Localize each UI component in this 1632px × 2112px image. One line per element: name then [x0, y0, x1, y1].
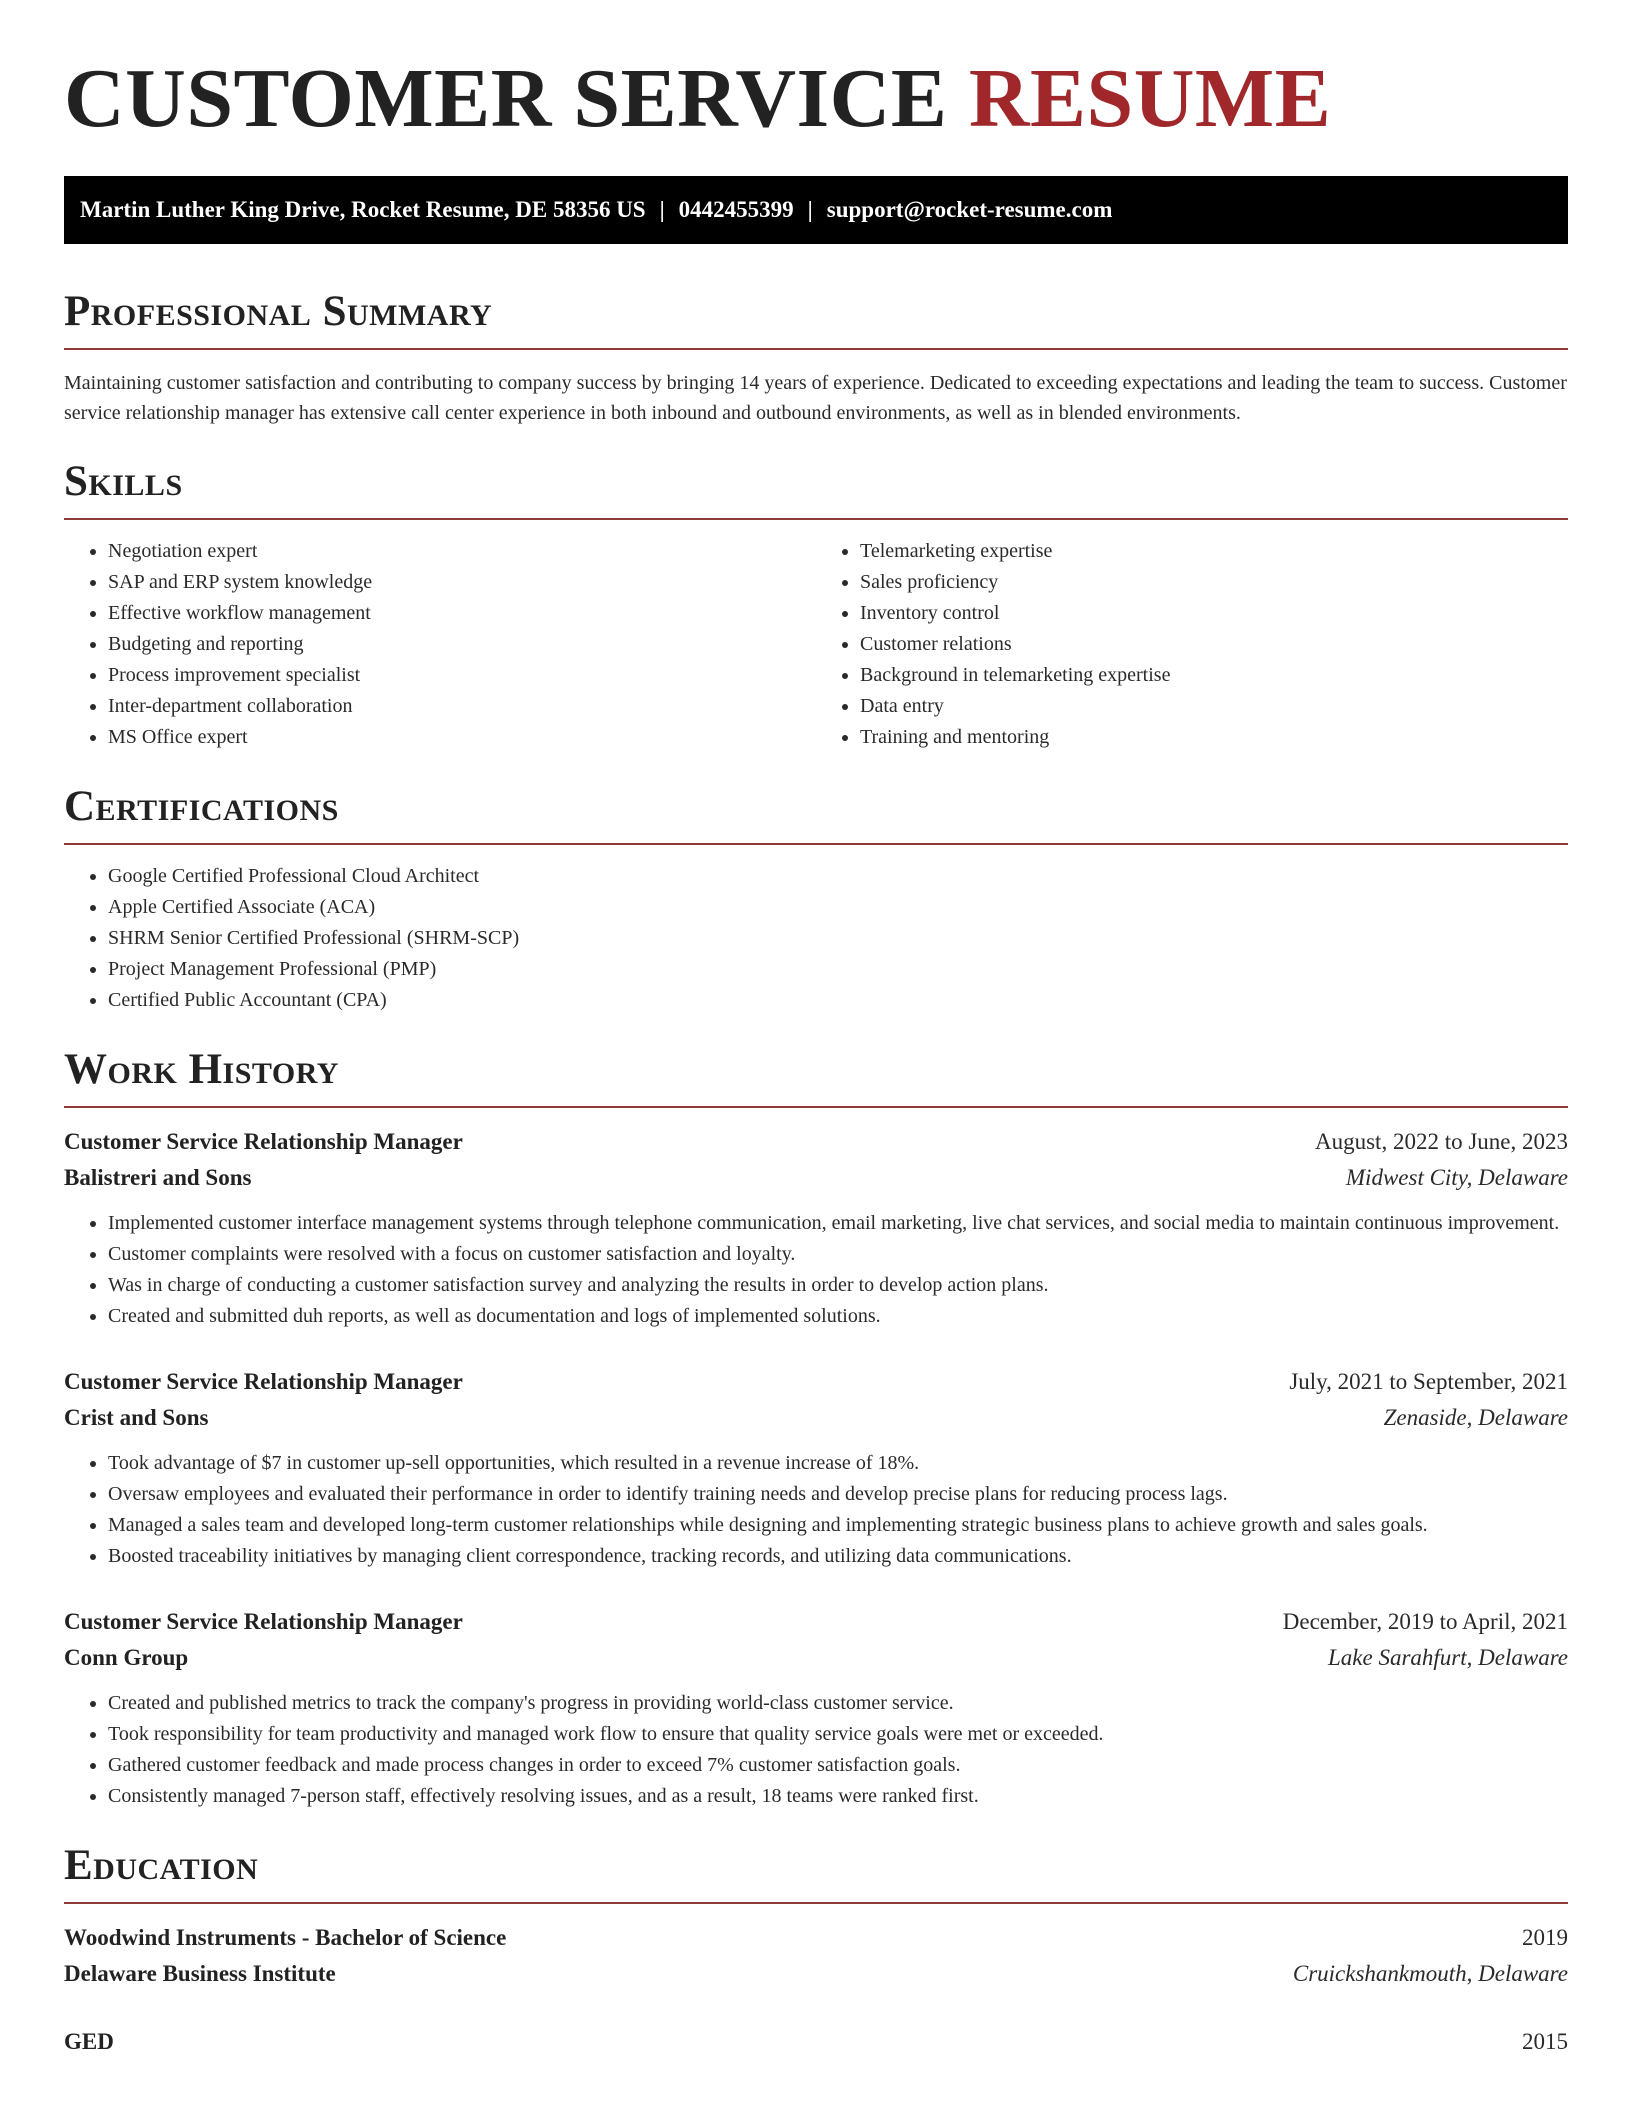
- education-degree: Woodwind Instruments - Bachelor of Science: [64, 1925, 507, 1950]
- job-bullet: • Boosted traceability initiatives by managing client correspondence, tracking records, and utilizing data communications.: [108, 1541, 1568, 1572]
- skills-column-left: [64, 536, 816, 753]
- job-company-row: [64, 1160, 1568, 1196]
- education-section: [64, 1842, 1568, 2060]
- job-entry: [64, 1124, 1568, 1332]
- job-bullets: [64, 1208, 1568, 1332]
- education-entry: [64, 2024, 1568, 2060]
- skill-item: • Background in telemarketing expertise: [860, 660, 1568, 691]
- job-title: Customer Service Relationship Manager: [64, 1369, 463, 1394]
- title-accent: RESUME: [968, 52, 1332, 145]
- skill-item: • Training and mentoring: [860, 722, 1568, 753]
- certifications-list: [64, 861, 1568, 1016]
- contact-address: Martin Luther King Drive, Rocket Resume, DE 58356 US: [80, 197, 646, 222]
- skill-item: • Sales proficiency: [860, 567, 1568, 598]
- skill-item: • Customer relations: [860, 629, 1568, 660]
- job-bullets: [64, 1448, 1568, 1572]
- certification-item: • SHRM Senior Certified Professional (SHRM-SCP): [108, 923, 1568, 954]
- job-bullet: • Took advantage of $7 in customer up-sell opportunities, which resulted in a revenue increase of 18%.: [108, 1448, 1568, 1479]
- job-title-row: [64, 1124, 1568, 1160]
- job-company-row: [64, 1640, 1568, 1676]
- job-title-row: [64, 1364, 1568, 1400]
- job-title: Customer Service Relationship Manager: [64, 1129, 463, 1154]
- contact-separator: |: [659, 197, 665, 222]
- certification-item: • Certified Public Accountant (CPA): [108, 985, 1568, 1016]
- skill-item: • Inventory control: [860, 598, 1568, 629]
- skill-item: • Negotiation expert: [108, 536, 816, 567]
- education-school: Delaware Business Institute: [64, 1961, 336, 1986]
- education-year: 2019: [1522, 1925, 1568, 1950]
- skills-column-right: [816, 536, 1568, 753]
- education-degree-row: [64, 2024, 1568, 2060]
- skill-item: • MS Office expert: [108, 722, 816, 753]
- certifications-heading: Certifications: [64, 783, 1568, 845]
- certification-item: • Google Certified Professional Cloud Architect: [108, 861, 1568, 892]
- resume-title: [64, 0, 1568, 145]
- skills-grid: [64, 536, 1568, 753]
- skills-section: [64, 458, 1568, 753]
- job-bullet: • Was in charge of conducting a customer satisfaction survey and analyzing the results in order to develop action plans.: [108, 1270, 1568, 1301]
- job-entry: [64, 1604, 1568, 1812]
- job-bullet: • Oversaw employees and evaluated their performance in order to identify training needs and develop precise plans for reducing process lags.: [108, 1479, 1568, 1510]
- summary-text: Maintaining customer satisfaction and contributing to company success by bringing 14 years of experience. Dedicated to exceeding expectations and leading the team to success. Customer service relationship manager has extensive call center experience in both inbound and outbound environments, as well as in blended environments.: [64, 372, 1567, 424]
- job-bullet: • Implemented customer interface management systems through telephone communication, email marketing, live chat services, and social media to maintain continuous improvement.: [108, 1208, 1568, 1239]
- education-degree-row: [64, 1920, 1568, 1956]
- skills-list-left: [64, 536, 816, 753]
- job-dates: December, 2019 to April, 2021: [1282, 1609, 1568, 1634]
- job-title: Customer Service Relationship Manager: [64, 1609, 463, 1634]
- contact-phone: 0442455399: [678, 197, 794, 222]
- skill-item: • Budgeting and reporting: [108, 629, 816, 660]
- job-bullet: • Gathered customer feedback and made process changes in order to exceed 7% customer satisfaction goals.: [108, 1750, 1568, 1781]
- certification-item: • Project Management Professional (PMP): [108, 954, 1568, 985]
- job-bullet: • Consistently managed 7-person staff, effectively resolving issues, and as a result, 18 teams were ranked first.: [108, 1781, 1568, 1812]
- contact-bar: [64, 176, 1568, 244]
- job-location: Midwest City, Delaware: [1345, 1165, 1568, 1190]
- job-company-row: [64, 1400, 1568, 1436]
- skill-item: • Process improvement specialist: [108, 660, 816, 691]
- education-degree: GED: [64, 2029, 114, 2054]
- job-dates: August, 2022 to June, 2023: [1315, 1129, 1568, 1154]
- contact-separator: |: [807, 197, 813, 222]
- job-location: Zenaside, Delaware: [1383, 1405, 1568, 1430]
- certifications-section: [64, 783, 1568, 1016]
- skills-heading: Skills: [64, 458, 1568, 520]
- contact-email: support@rocket-resume.com: [826, 197, 1113, 222]
- job-bullet: • Created and published metrics to track the company's progress in providing world-class customer service.: [108, 1688, 1568, 1719]
- work-history-section: [64, 1046, 1568, 1812]
- education-year: 2015: [1522, 2029, 1568, 2054]
- education-school-row: [64, 1956, 1568, 1992]
- skill-item: • Telemarketing expertise: [860, 536, 1568, 567]
- job-dates: July, 2021 to September, 2021: [1289, 1369, 1568, 1394]
- education-heading: Education: [64, 1842, 1568, 1904]
- job-bullet: • Created and submitted duh reports, as well as documentation and logs of implemented solutions.: [108, 1301, 1568, 1332]
- skill-item: • SAP and ERP system knowledge: [108, 567, 816, 598]
- job-bullet: • Managed a sales team and developed long-term customer relationships while designing and implementing strategic business plans to achieve growth and sales goals.: [108, 1510, 1568, 1541]
- summary-heading: Professional Summary: [64, 288, 1568, 350]
- certification-item: • Apple Certified Associate (ACA): [108, 892, 1568, 923]
- skill-item: • Effective workflow management: [108, 598, 816, 629]
- work-history-heading: Work History: [64, 1046, 1568, 1108]
- job-title-row: [64, 1604, 1568, 1640]
- education-entry: [64, 1920, 1568, 1992]
- job-company: Balistreri and Sons: [64, 1165, 252, 1190]
- education-location: Cruickshankmouth, Delaware: [1292, 1961, 1568, 1986]
- job-bullet: • Took responsibility for team productivity and managed work flow to ensure that quality service goals were met or exceeded.: [108, 1719, 1568, 1750]
- job-location: Lake Sarahfurt, Delaware: [1328, 1645, 1568, 1670]
- job-bullets: [64, 1688, 1568, 1812]
- skills-list-right: [816, 536, 1568, 753]
- summary-section: [64, 288, 1568, 428]
- skill-item: • Data entry: [860, 691, 1568, 722]
- title-main: CUSTOMER SERVICE: [64, 52, 948, 145]
- job-bullet: • Customer complaints were resolved with a focus on customer satisfaction and loyalty.: [108, 1239, 1568, 1270]
- job-company: Crist and Sons: [64, 1405, 209, 1430]
- skill-item: • Inter-department collaboration: [108, 691, 816, 722]
- job-company: Conn Group: [64, 1645, 189, 1670]
- job-entry: [64, 1364, 1568, 1572]
